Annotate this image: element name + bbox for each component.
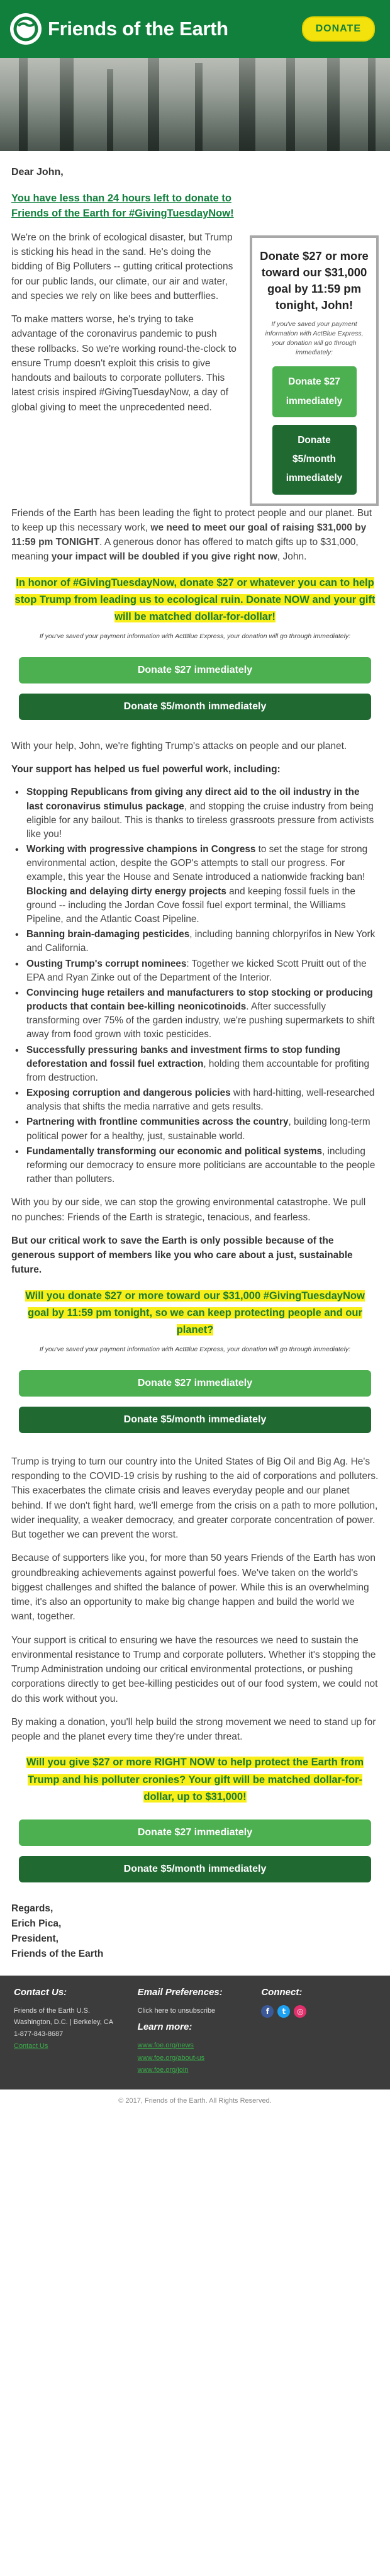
twitter-icon[interactable]: t <box>277 2005 290 2018</box>
email-footer <box>0 1976 390 2089</box>
list-item: • Stopping Republicans from giving any direct aid to the oil industry in the last coronavirus stimulus package, and stopping the cruise industry from being eligible for any bailout. This is thanks to tireless grassroots pressure from activists like you! <box>26 785 379 841</box>
donate-monthly-button-2[interactable]: Donate $5/month immediately <box>19 1407 371 1433</box>
footer-contact: Contact Us: Friends of the Earth U.S. Washington, D.C. | Berkeley, CA 1-877-843-8687 Contact Us <box>14 1986 129 2077</box>
list-item: • Banning brain-damaging pesticides, including banning chlorpyrifos in New York and California. <box>26 928 379 955</box>
brand-logo[interactable] <box>10 13 228 45</box>
footer-link-about[interactable]: www.foe.org/about-us <box>137 2054 205 2062</box>
earth-logo-icon <box>10 13 42 45</box>
cta-highlight-2: Will you donate $27 or more toward our $31,000 #GivingTuesdayNow goal by 11:59 pm tonight, so we can keep protecting people and our planet? <box>25 1290 365 1336</box>
donate-27-button-2[interactable]: Donate $27 immediately <box>19 1370 371 1397</box>
sidebox-headline: Donate $27 or more toward our $31,000 goal by 11:59 pm tonight, John! <box>260 249 369 312</box>
cta-highlight-3: Will you give $27 or more RIGHT NOW to help protect the Earth from Trump and his polluter cronies? Your gift will be matched dollar-for-dollar, up to $31,000! <box>26 1757 364 1803</box>
email-header <box>0 0 390 58</box>
list-item: • Working with progressive champions in Congress to set the stage for strong environmental action, despite the GOP's attempts to stall our progress. For example, this year the House and Senate introduced a nationwide fracking ban! Blocking and delaying dirty energy projects and keeping fossil fuels in the ground -- including the Jordan Cove fossil fuel export terminal, the Williams Pipeline, and the Atlantic Coast Pipeline. <box>26 843 379 926</box>
instagram-icon[interactable]: ◎ <box>294 2005 306 2018</box>
list-item: • Convincing huge retailers and manufacturers to stop stocking or producing products that contain bee-killing neonicotinoids. After successfully transforming over 75% of the garden industry, we're pushing supermarkets to shift away from food grown with toxic pesticides. <box>26 986 379 1042</box>
body-paragraph-support-critical: Your support is critical to ensuring we have the resources we need to sustain the environmental resistance to Trump and corporate polluters. Whether it's stopping the Trump Administration undoing our critical environmental protections, or pushing corporations directly to get bee-killing pesticides out of our food system, we could not do this work without you. <box>11 1634 378 1704</box>
contact-us-link[interactable]: Contact Us <box>14 2042 48 2050</box>
wins-list <box>11 785 379 1186</box>
donate-sidebox <box>250 235 379 506</box>
body-paragraph-big-oil: Trump is trying to turn our country into the United States of Big Oil and Big Ag. He's responding to the COVID-19 crisis by rushing to the aid of corporations and polluters. This exacerbates the climate crisis and leaves everyday people and our planet behind. If we don't fight hard, we'll emerge from the crisis on a path to more pollution, wider inequality, a weaker democracy, and greater corporate concentration of power. But together we can prevent the worst. <box>11 1456 379 1541</box>
intro-paragraph-1: We're on the brink of ecological disaster, but Trump is sticking his head in the sand. He's doing the bidding of Big Polluters -- gutting critical protections for our public lands, our climate, our air and water, and species we rely on like bees and butterflies. <box>11 232 233 301</box>
body-paragraph-fighting: With your help, John, we're fighting Trump's attacks on people and our planet. <box>11 740 347 751</box>
donate-27-button-3[interactable]: Donate $27 immediately <box>19 1820 371 1846</box>
greeting: Dear John, <box>11 167 64 177</box>
copyright: © 2017, Friends of the Earth. All Rights Reserved. <box>118 2097 272 2105</box>
sidebox-note: If you've saved your payment information with ActBlue Express, your donation will go through immediately: <box>265 320 364 357</box>
list-item: • Exposing corruption and dangerous policies with hard-hitting, well-researched analysis that shifts the media narrative and gets results. <box>26 1086 379 1114</box>
footer-link-news[interactable]: www.foe.org/news <box>137 2041 194 2049</box>
sidebox-donate-monthly-button[interactable]: Donate $5/month immediately <box>272 425 357 495</box>
body-paragraph-50-years: Because of supporters like you, for more than 50 years Friends of the Earth has won groundbreaking achievements against powerful foes. We've taken on the world's biggest challenges and shifted the balance of power. While this is an overwhelming time, it's also an opportunity to make big change happen and build the world we want, together. <box>11 1553 376 1623</box>
unsubscribe-link[interactable]: Click here to unsubscribe <box>137 2006 216 2015</box>
lead-donate-link[interactable]: You have less than 24 hours left to donate to Friends of the Earth for #GivingTuesdayNow! <box>11 193 234 219</box>
signoff: Regards, Erich Pica, President, Friends of the Earth <box>11 1903 104 1960</box>
hero-image <box>0 58 390 151</box>
wins-heading: Your support has helped us fuel powerful work, including: <box>11 764 281 775</box>
body-paragraph-movement: By making a donation, you'll help build the strong movement we need to stand up for people and the planet every time they're under threat. <box>11 1716 376 1743</box>
cta-highlight-1: In honor of #GivingTuesdayNow, donate $27 or whatever you can to help stop Trump from leading us to ecological ruin. Donate NOW and your gift will be matched dollar-for-dollar! <box>14 577 376 622</box>
sidebox-donate-27-button[interactable]: Donate $27 immediately <box>272 366 357 417</box>
intro-paragraph-2: To make matters worse, he's trying to take advantage of the coronavirus pandemic to push these rollbacks. So we're working round-the-clock to ensure Trump doesn't exploit this crisis to give handouts and bailouts to corporate polluters. This latest crisis inspired #GivingTuesdayNow, a day of global giving to meet the unprecedented need. <box>11 314 237 413</box>
footer-link-join[interactable]: www.foe.org/join <box>137 2066 189 2074</box>
header-donate-button[interactable]: DONATE <box>302 16 375 42</box>
list-item: • Partnering with frontline communities across the country, building long-term political power for a healthy, just, sustainable world. <box>26 1115 379 1143</box>
footer-connect: Connect: f t ◎ <box>261 1986 376 2077</box>
body-paragraph-by-our-side: With you by our side, we can stop the growing environmental catastrophe. We pull no punches: Friends of the Earth is strategic, tenacious, and fearless. <box>11 1197 366 1223</box>
donate-27-button-1[interactable]: Donate $27 immediately <box>19 657 371 683</box>
cta-note-2: If you've saved your payment information with ActBlue Express, your donation will go through immediately: <box>39 1346 351 1354</box>
list-item: • Ousting Trump's corrupt nominees: Together we kicked Scott Pruitt out of the EPA and Ryan Zinke out of the Department of the Interior. <box>26 957 379 985</box>
donate-monthly-button-3[interactable]: Donate $5/month immediately <box>19 1856 371 1882</box>
cta-note-1: If you've saved your payment information with ActBlue Express, your donation will go through immediately: <box>39 633 351 641</box>
list-item: • Successfully pressuring banks and investment firms to stop funding deforestation and fossil fuel extraction, holding them accountable for profiting from destruction. <box>26 1043 379 1086</box>
intro-paragraph-3: Friends of the Earth has been leading the fight to protect people and our planet. But to keep up this necessary work, we need to meet our goal of raising $31,000 by 11:59 pm TONIGHT. A generous donor has offered to match gifts up to $31,000, meaning your impact will be doubled if you give right now, John. <box>11 507 372 563</box>
footer-preferences: Email Preferences: Click here to unsubscribe Learn more: www.foe.org/news www.foe.org/about-us www.foe.org/join <box>138 1986 253 2077</box>
list-item: • Fundamentally transforming our economic and political systems, including reforming our democracy to ensure more politicians are accountable to the people rather than polluters. <box>26 1145 379 1187</box>
brand-name: Friends of the Earth <box>48 17 228 40</box>
facebook-icon[interactable]: f <box>261 2005 274 2018</box>
body-paragraph-critical-work: But our critical work to save the Earth is only possible because of the generous support of members like you who care about a just, sustainable future. <box>11 1235 353 1276</box>
donate-monthly-button-1[interactable]: Donate $5/month immediately <box>19 694 371 720</box>
